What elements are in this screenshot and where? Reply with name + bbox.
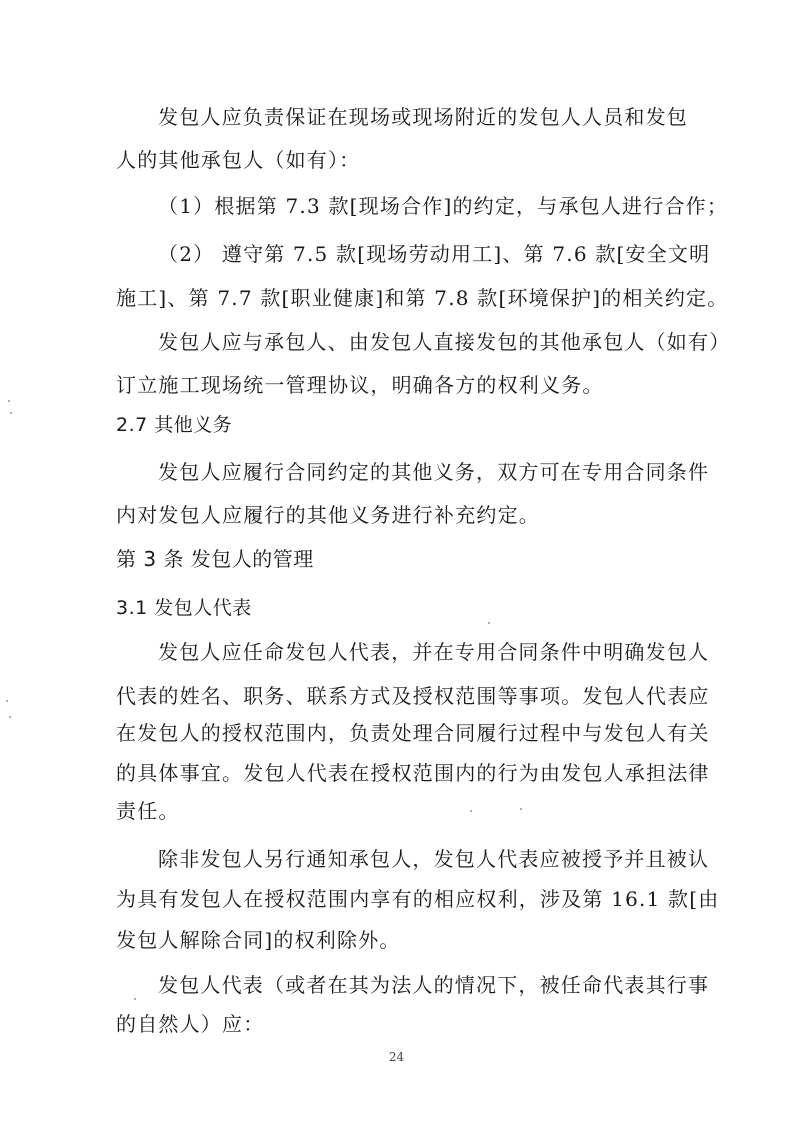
paragraph-line: 除非发包人另行通知承包人，发包人代表应被授予并且被认 — [158, 847, 710, 871]
scan-speck — [8, 400, 10, 402]
paragraph-line: 施工]、第 7.7 款[职业健康]和第 7.8 款[环境保护]的相关约定。 — [116, 286, 729, 310]
scan-speck — [134, 998, 136, 1000]
scan-speck — [470, 810, 472, 812]
paragraph-line: 的自然人）应： — [116, 1012, 265, 1036]
section-heading: 3.1 发包人代表 — [116, 597, 252, 619]
paragraph-line: 在发包人的授权范围内，负责处理合同履行过程中与发包人有关 — [116, 721, 710, 745]
paragraph-line: 发包人应负责保证在现场或现场附近的发包人人员和发包 — [158, 105, 688, 129]
paragraph-line: 责任。 — [116, 799, 180, 823]
paragraph-line: 人的其他承包人（如有）： — [116, 148, 361, 172]
list-item: （1）根据第 7.3 款[现场合作]的约定，与承包人进行合作； — [158, 194, 729, 218]
paragraph-line: 内对发包人应履行的其他义务进行补充约定。 — [116, 503, 540, 527]
scan-speck — [488, 622, 490, 624]
paragraph-line: 发包人解除合同]的权利除外。 — [116, 928, 401, 952]
article-heading: 第 3 条 发包人的管理 — [116, 547, 314, 571]
paragraph-line: 发包人应与承包人、由发包人直接发包的其他承包人（如有） — [158, 330, 731, 354]
scan-speck — [520, 808, 522, 810]
paragraph-line: 订立施工现场统一管理协议，明确各方的权利义务。 — [116, 373, 604, 397]
section-heading: 2.7 其他义务 — [116, 414, 233, 436]
paragraph-line: 发包人应任命发包人代表，并在专用合同条件中明确发包人 — [158, 640, 710, 664]
paragraph-line: 为具有发包人在授权范围内享有的相应权利，涉及第 16.1 款[由 — [116, 887, 720, 911]
paragraph-line: 发包人应履行合同约定的其他义务，双方可在专用合同条件 — [158, 460, 710, 484]
paragraph-line: 发包人代表（或者在其为法人的情况下，被任命代表其行事 — [158, 973, 710, 997]
scan-speck — [9, 716, 11, 718]
paragraph-line: 的具体事宜。发包人代表在授权范围内的行为由发包人承担法律 — [116, 761, 710, 785]
scan-speck — [6, 700, 8, 702]
paragraph-line: 代表的姓名、职务、联系方式及授权范围等事项。发包人代表应 — [116, 684, 710, 708]
page-number: 24 — [388, 1050, 405, 1064]
list-item: （2） 遵守第 7.5 款[现场劳动用工]、第 7.6 款[安全文明 — [158, 242, 711, 266]
scan-speck — [10, 412, 12, 414]
